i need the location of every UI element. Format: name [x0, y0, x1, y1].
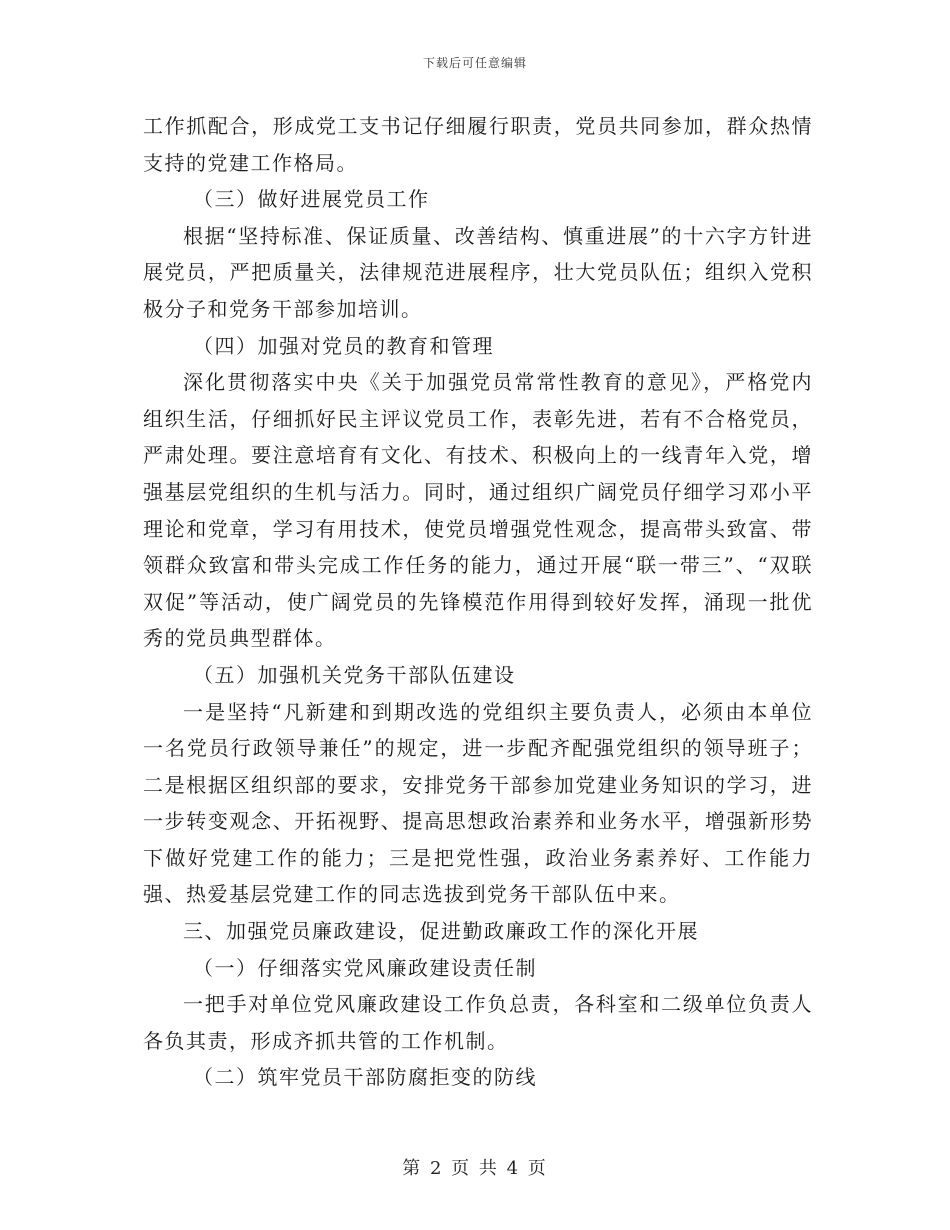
section-heading-3: （三）做好进展党员工作	[193, 187, 430, 212]
page-number-footer: 第 2 页 共 4 页	[402, 1158, 548, 1179]
document-body	[143, 108, 813, 1096]
section-heading-1: （一）仔细落实党风廉政建设责任制	[193, 955, 537, 980]
paragraph: 根据“坚持标准、保证质量、改善结构、慎重进展”的十六字方针进展党员，严把质量关，法律规范进展程序，壮大党员队伍；组织入党积极分子和党务干部参加培训。	[143, 223, 813, 321]
paragraph-continuation: 工作抓配合，形成党工支书记仔细履行职责，党员共同参加，群众热情支持的党建工作格局。	[143, 114, 813, 175]
section-heading-5: （五）加强机关党务干部队伍建设	[193, 662, 516, 687]
paragraph: 一是坚持“凡新建和到期改选的党组织主要负责人，必须由本单位一名党员行政领导兼任”的规定，进一步配齐配强党组织的领导班子；二是根据区组织部的要求，安排党务干部参加党建业务知识的学习，进一步转变观念、开拓视野、提高思想政治素养和业务水平，增强新形势下做好党建工作的能力；三是把党性强，政治业务素养好、工作能力强、热爱基层党建工作的同志选拔到党务干部队伍中来。	[143, 699, 813, 907]
paragraph: 深化贯彻落实中央《关于加强党员常常性教育的意见》，严格党内组织生活，仔细抓好民主评议党员工作，表彰先进，若有不合格党员，严肃处理。要注意培育有文化、有技术、积极向上的一线青年入党，增强基层党组织的生机与活力。同时，通过组织广阔党员仔细学习邓小平理论和党章，学习有用技术，使党员增强党性观念，提高带头致富、带领群众致富和带头完成工作任务的能力，通过开展“联一带三”、“双联双促”等活动，使广阔党员的先锋模范作用得到较好发挥，涌现一批优秀的党员典型群体。	[143, 370, 813, 651]
chapter-heading-3: 三、加强党员廉政建设，促进勤政廉政工作的深化开展	[183, 919, 699, 944]
page-header: 下载后可任意编辑	[422, 56, 527, 70]
section-heading-4: （四）加强对党员的教育和管理	[193, 333, 494, 358]
paragraph: 一把手对单位党风廉政建设工作负总责，各科室和二级单位负责人各负其责，形成齐抓共管的工作机制。	[143, 992, 813, 1053]
section-heading-2: （二）筑牢党员干部防腐拒变的防线	[193, 1065, 537, 1090]
